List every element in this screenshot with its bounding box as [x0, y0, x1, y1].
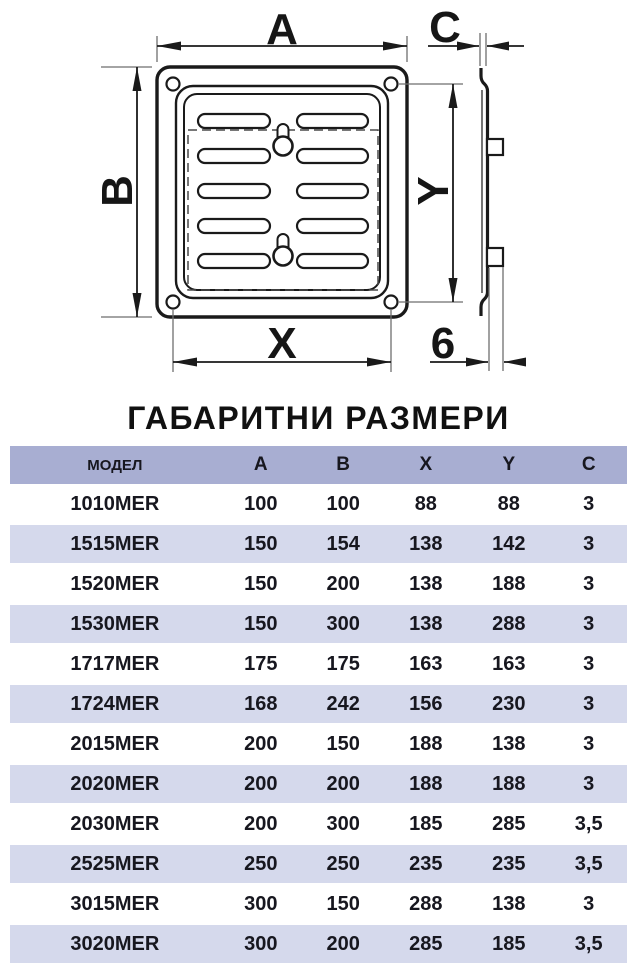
cell-b: 150 [326, 732, 360, 755]
cell-a: 200 [244, 812, 278, 835]
cell-model: 2015MER [70, 732, 160, 755]
cell-model: 1515MER [70, 532, 160, 555]
screw-hole-bottom-right [385, 296, 398, 309]
col-header-y: Y [502, 454, 516, 475]
cell-model: 2020MER [70, 772, 160, 795]
cell-b: 250 [326, 852, 360, 875]
cell-a: 150 [244, 532, 278, 555]
cell-c: 3 [583, 612, 595, 635]
cell-model: 2030MER [70, 812, 160, 835]
table-row [10, 884, 627, 924]
cell-x: 188 [409, 772, 443, 795]
cell-c: 3 [583, 692, 595, 715]
dimension-x-label: X [267, 319, 297, 368]
cell-a: 168 [244, 692, 278, 715]
cell-x: 285 [409, 932, 443, 955]
cell-model: 1717MER [70, 652, 160, 675]
cell-b: 300 [326, 612, 360, 635]
cell-c: 3 [583, 572, 595, 595]
cell-model: 3015MER [70, 892, 160, 915]
table-row [10, 564, 627, 604]
cell-model: 1520MER [70, 572, 160, 595]
cell-a: 200 [244, 772, 278, 795]
cell-y: 142 [492, 532, 526, 555]
table-row [10, 604, 627, 644]
page-title: ГАБАРИТНИ РАЗМЕРИ [127, 399, 510, 436]
cell-c: 3 [583, 892, 595, 915]
cell-a: 300 [244, 932, 278, 955]
table-row [10, 764, 627, 804]
table-row [10, 724, 627, 764]
cell-x: 88 [414, 492, 437, 515]
cell-b: 100 [326, 492, 360, 515]
cell-a: 150 [244, 572, 278, 595]
cell-c: 3,5 [574, 812, 603, 835]
dimension-depth [430, 267, 526, 371]
col-header-model: МОДЕЛ [87, 456, 143, 474]
cell-model: 1724MER [70, 692, 160, 715]
cell-b: 200 [326, 932, 360, 955]
cell-x: 235 [409, 852, 443, 875]
dimension-b [93, 67, 152, 317]
side-view [481, 68, 503, 316]
cell-b: 150 [326, 892, 360, 915]
cell-a: 250 [244, 852, 278, 875]
cell-y: 138 [492, 892, 526, 915]
dimension-depth-label: 6 [430, 319, 456, 368]
cell-y: 88 [497, 492, 520, 515]
cell-y: 285 [492, 812, 526, 835]
table-row [10, 484, 627, 524]
dimension-table [10, 446, 627, 964]
cell-a: 150 [244, 612, 278, 635]
cell-x: 138 [409, 532, 443, 555]
table-row [10, 924, 627, 964]
cell-y: 138 [492, 732, 526, 755]
cell-x: 138 [409, 612, 443, 635]
cell-b: 200 [326, 572, 360, 595]
cell-b: 175 [326, 652, 360, 675]
front-view [157, 67, 407, 317]
cell-c: 3 [583, 772, 595, 795]
cell-x: 288 [409, 892, 443, 915]
screw-hole-bottom-left [167, 296, 180, 309]
cell-c: 3,5 [574, 932, 603, 955]
cell-a: 200 [244, 732, 278, 755]
cell-y: 188 [492, 572, 526, 595]
dimension-c-label: C [429, 3, 461, 52]
cell-y: 235 [492, 852, 526, 875]
cell-c: 3 [583, 532, 595, 555]
dimension-a [157, 5, 407, 62]
cell-b: 154 [326, 532, 360, 555]
table-row [10, 644, 627, 684]
cell-y: 230 [492, 692, 526, 715]
dimension-y-label: Y [408, 176, 458, 206]
cell-b: 300 [326, 812, 360, 835]
table-row [10, 804, 627, 844]
col-header-x: X [419, 454, 433, 475]
cell-b: 200 [326, 772, 360, 795]
table-body [10, 484, 627, 964]
dimension-x [173, 310, 391, 372]
cell-a: 100 [244, 492, 278, 515]
col-header-b: B [336, 454, 351, 475]
dimension-b-label: B [92, 175, 142, 207]
table-row [10, 844, 627, 884]
cell-c: 3 [583, 732, 595, 755]
col-header-c: C [581, 454, 596, 475]
cell-model: 3020MER [70, 932, 160, 955]
cell-model: 1010MER [70, 492, 160, 515]
dimension-c [428, 3, 524, 66]
screw-hole-top-left [167, 78, 180, 91]
col-header-a: A [253, 454, 268, 475]
cell-c: 3 [583, 492, 595, 515]
side-tab-bottom [487, 248, 503, 266]
cell-c: 3,5 [574, 852, 603, 875]
cell-y: 163 [492, 652, 526, 675]
side-tab-top [487, 139, 503, 155]
cell-x: 156 [409, 692, 443, 715]
cell-x: 185 [409, 812, 443, 835]
cell-c: 3 [583, 652, 595, 675]
table-header-row [10, 446, 627, 484]
vent-grille-diagram [0, 0, 637, 390]
cell-x: 188 [409, 732, 443, 755]
cell-model: 1530MER [70, 612, 160, 635]
cell-b: 242 [326, 692, 360, 715]
cell-model: 2525MER [70, 852, 160, 875]
screw-hole-top-right [385, 78, 398, 91]
cell-y: 288 [492, 612, 526, 635]
cell-y: 185 [492, 932, 526, 955]
table-row [10, 684, 627, 724]
dimension-a-label: A [266, 5, 298, 54]
technical-drawing [0, 0, 637, 390]
cell-y: 188 [492, 772, 526, 795]
cell-a: 175 [244, 652, 278, 675]
table-row [10, 524, 627, 564]
cell-x: 163 [409, 652, 443, 675]
cell-x: 138 [409, 572, 443, 595]
cell-a: 300 [244, 892, 278, 915]
